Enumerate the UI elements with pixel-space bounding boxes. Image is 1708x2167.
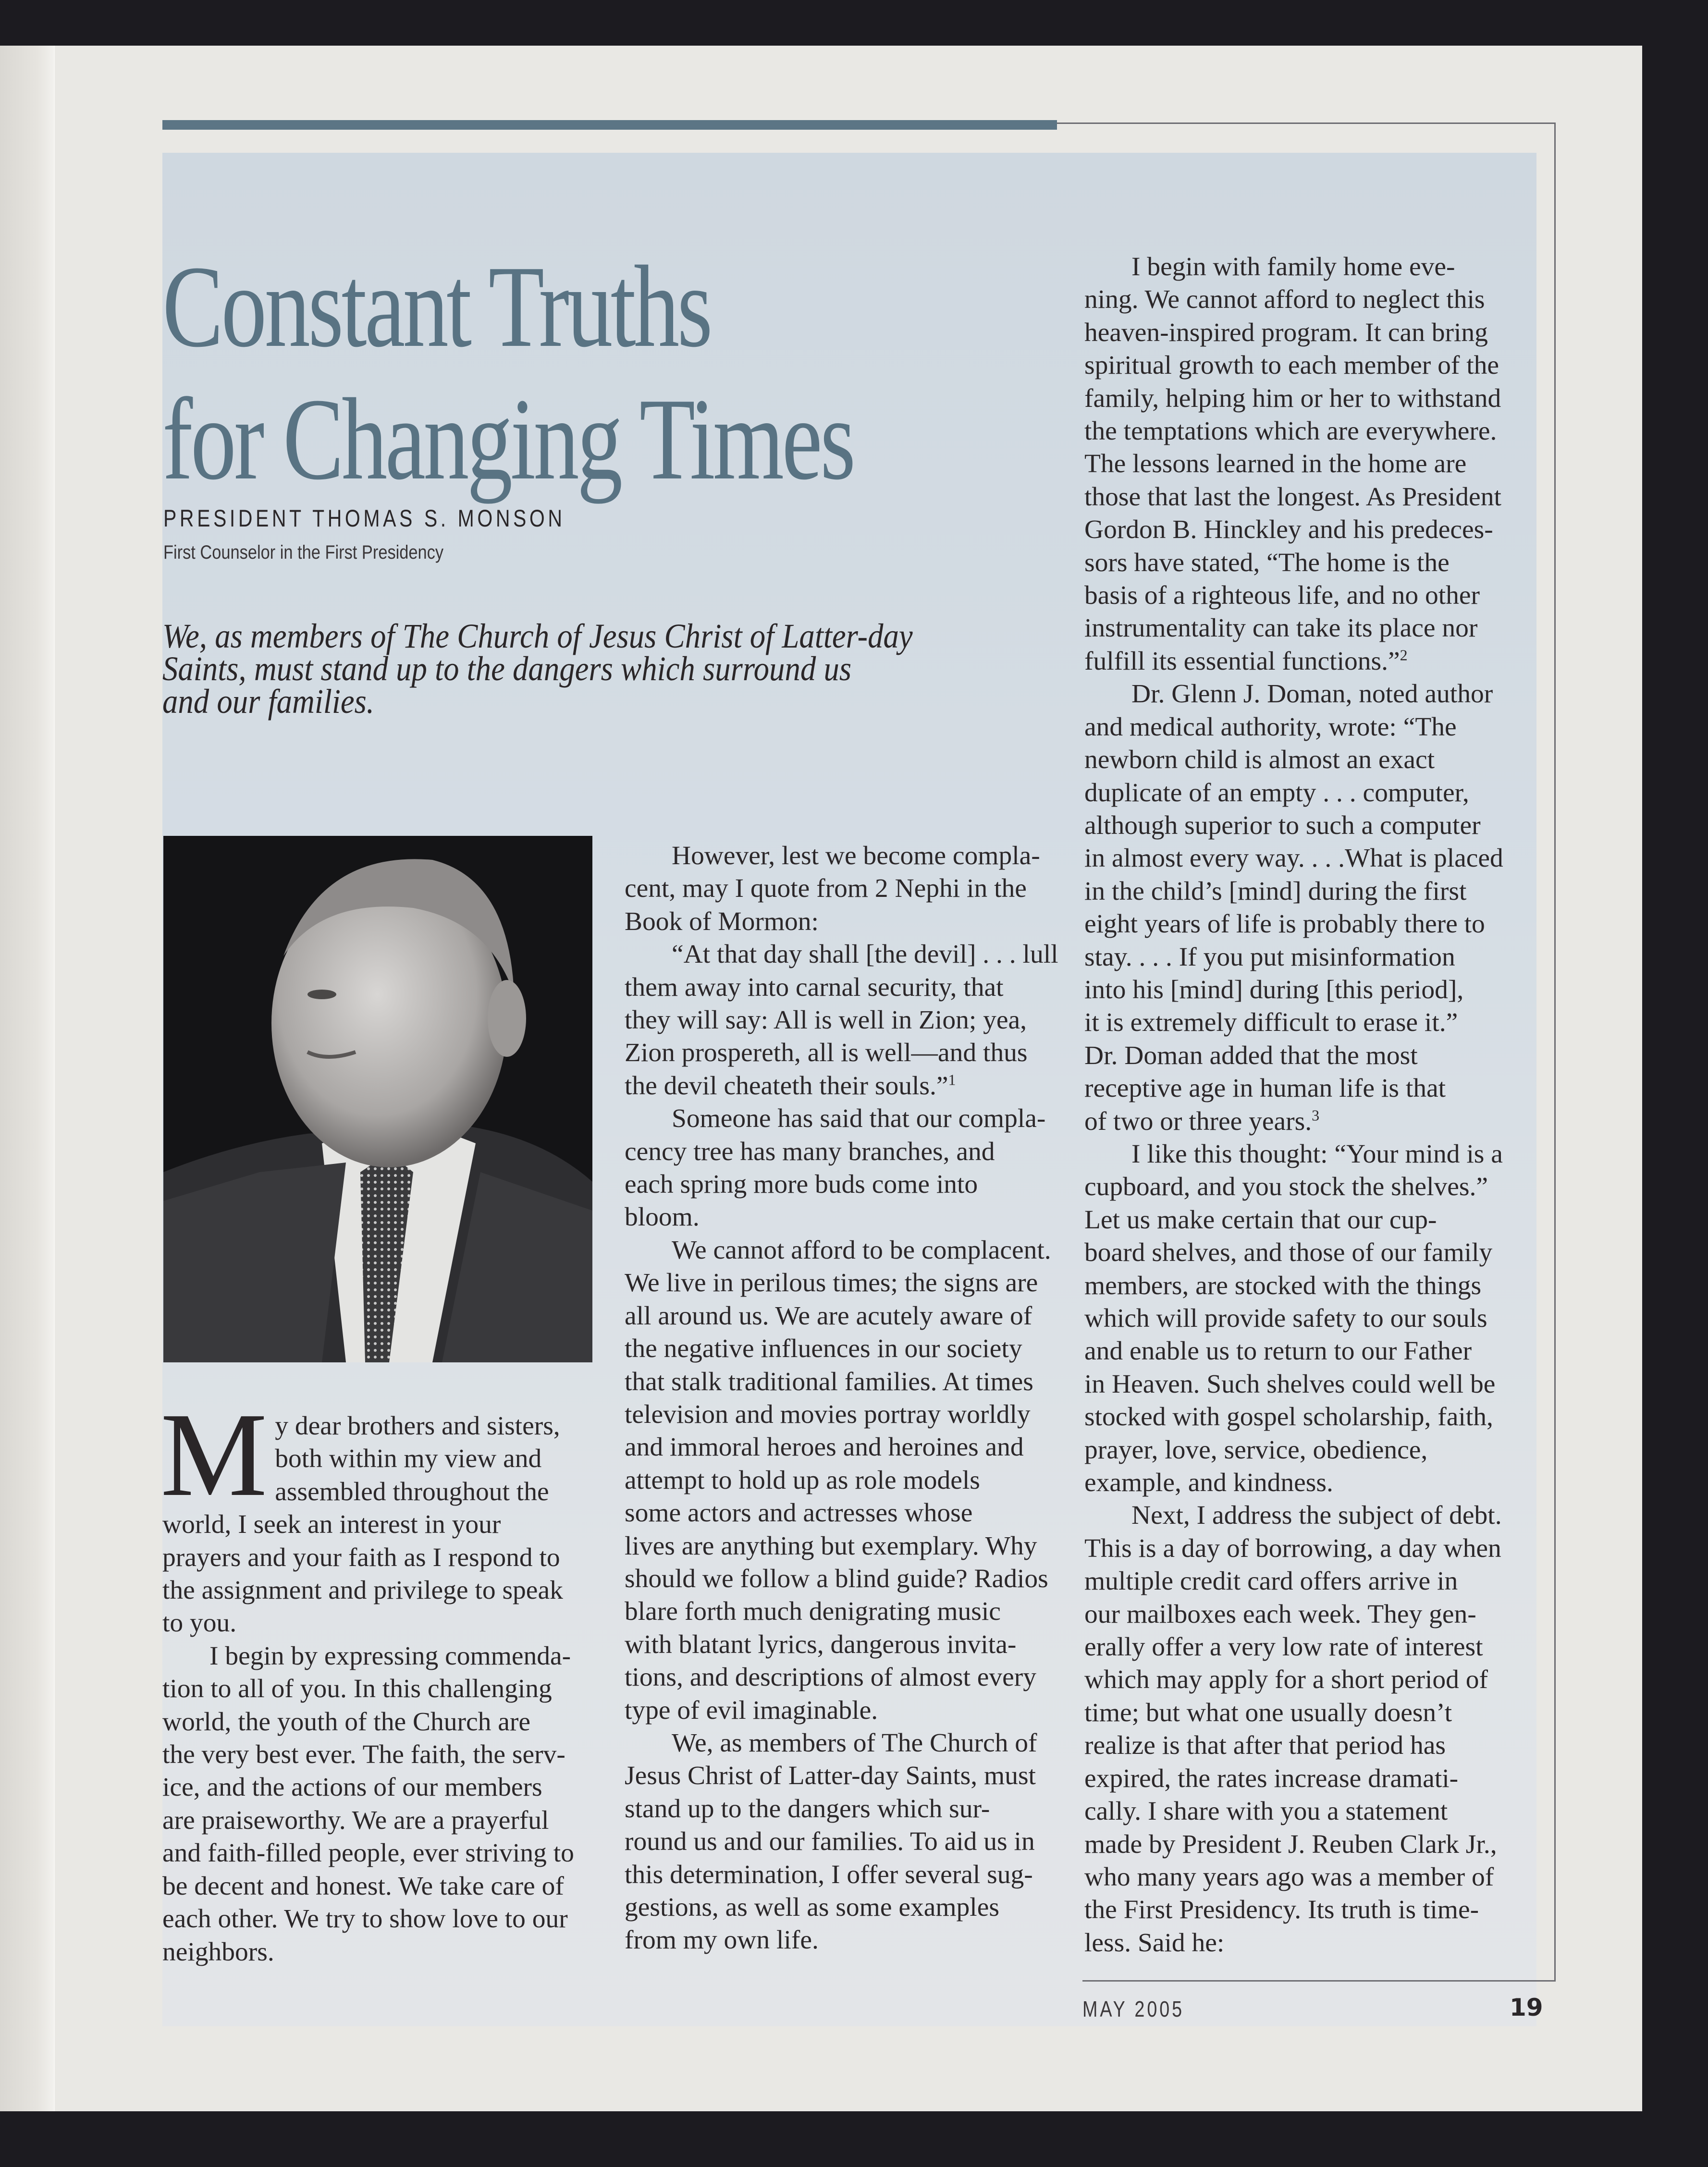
text-line: ning. We cannot afford to neglect this: [1084, 285, 1485, 315]
text-line: tions, and descriptions of almost every: [625, 1663, 1036, 1692]
text-line: time; but what one usually doesn’t: [1084, 1698, 1452, 1727]
text-line-content: of two or three years.: [1084, 1106, 1312, 1136]
deck-line: Saints, must stand up to the dangers which surround us: [162, 649, 852, 688]
text-line: which may apply for a short period of: [1084, 1665, 1488, 1695]
text-line: be decent and honest. We take care of: [162, 1871, 564, 1901]
text-line: some actors and actresses whose: [625, 1498, 973, 1528]
title-line-2: for Changing Times: [162, 374, 854, 504]
text-line: and immoral heroes and heroines and: [625, 1432, 1024, 1462]
text-line: attempt to hold up as role models: [625, 1465, 980, 1495]
text-line: the very best ever. The faith, the serv-: [162, 1740, 565, 1770]
text-line: y dear brothers and sisters,: [275, 1411, 560, 1441]
text-line: each other. We try to show love to our: [162, 1904, 568, 1934]
text-line: Let us make certain that our cup-: [1084, 1205, 1437, 1235]
text-line: family, helping him or her to withstand: [1084, 383, 1501, 413]
text-line: sors have stated, “The home is the: [1084, 548, 1450, 577]
text-line: should we follow a blind guide? Radios: [625, 1564, 1048, 1593]
text-line: the assignment and privilege to speak: [162, 1576, 563, 1605]
scripture-quote: [625, 938, 1067, 1102]
text-line: in Heaven. Such shelves could well be: [1084, 1369, 1496, 1399]
text-line: realize is that after that period has: [1084, 1731, 1446, 1761]
text-line: the negative influences in our society: [625, 1334, 1022, 1364]
page-number: 19: [1510, 1994, 1543, 2021]
text-line-content: the devil cheateth their souls.”: [625, 1071, 948, 1101]
text-line: This is a day of borrowing, a day when: [1084, 1533, 1501, 1563]
footer-rule: [1082, 1980, 1556, 1982]
text-line: tion to all of you. In this challenging: [162, 1674, 552, 1704]
text-line: the temptations which are everywhere.: [1084, 416, 1497, 446]
text-line: Dr. Doman added that the most: [1084, 1041, 1418, 1070]
text-line: stocked with gospel scholarship, faith,: [1084, 1402, 1493, 1432]
text-line: Gordon B. Hinckley and his predeces-: [1084, 515, 1493, 545]
text-line: We, as members of The Church of: [672, 1728, 1037, 1758]
frame-line-top: [1057, 122, 1555, 124]
footnote-2[interactable]: 2: [1400, 646, 1408, 664]
text-line: both within my view and: [275, 1444, 542, 1474]
paragraph-4: [625, 1234, 1067, 1727]
footnote-1[interactable]: 1: [948, 1071, 956, 1089]
deck-line: We, as members of The Church of Jesus Christ of Latter-day: [162, 617, 913, 655]
text-line: Dr. Glenn J. Doman, noted author: [1131, 679, 1493, 709]
text-line: stay. . . . If you put misinformation: [1084, 942, 1455, 972]
text-line: The lessons learned in the home are: [1084, 449, 1467, 479]
text-line: bloom.: [625, 1202, 700, 1232]
text-line: each spring more buds come into: [625, 1170, 978, 1200]
text-line: [1084, 645, 1526, 678]
text-line: it is extremely difficult to erase it.”: [1084, 1008, 1458, 1038]
text-line: round us and our families. To aid us in: [625, 1827, 1035, 1857]
column-left: [160, 1388, 595, 1969]
text-line: world, I seek an interest in your: [162, 1510, 501, 1540]
text-line: I like this thought: “Your mind is a: [1131, 1139, 1503, 1169]
text-line: erally offer a very low rate of interest: [1084, 1632, 1483, 1662]
text-line: they will say: All is well in Zion; yea,: [625, 1005, 1027, 1035]
frame-line-right: [1554, 122, 1556, 1982]
text-line: blare forth much denigrating music: [625, 1597, 1001, 1627]
text-line: I begin with family home eve-: [1131, 252, 1455, 282]
text-line: prayer, love, service, obedience,: [1084, 1435, 1428, 1465]
author-role: First Counselor in the First Presidency: [163, 542, 444, 563]
text-line: the First Presidency. Its truth is time-: [1084, 1895, 1479, 1925]
text-line: stand up to the dangers which sur-: [625, 1794, 990, 1824]
deck-line: and our families.: [162, 682, 375, 721]
text-line: Jesus Christ of Latter-day Saints, must: [625, 1761, 1036, 1791]
author-name: PRESIDENT THOMAS S. MONSON: [163, 505, 565, 532]
drop-cap: M: [160, 1388, 268, 1521]
text-line: We cannot afford to be complacent.: [672, 1235, 1051, 1265]
text-line: them away into carnal security, that: [625, 972, 1004, 1002]
paragraph-2: [1084, 678, 1526, 1138]
article-deck: [162, 617, 1006, 721]
text-line: Next, I address the subject of debt.: [1131, 1501, 1502, 1530]
text-line: Someone has said that our compla-: [672, 1104, 1046, 1134]
text-line-content: fulfill its essential functions.”: [1084, 646, 1400, 676]
text-line: and enable us to return to our Father: [1084, 1336, 1472, 1366]
paragraph-1: [160, 1388, 595, 1640]
article-title: [162, 240, 874, 505]
text-line: world, the youth of the Church are: [162, 1707, 530, 1737]
text-line: members, are stocked with the things: [1084, 1271, 1482, 1300]
text-line: We live in perilous times; the signs are: [625, 1268, 1038, 1298]
text-line: type of evil imaginable.: [625, 1695, 878, 1725]
text-line: cupboard, and you stock the shelves.”: [1084, 1172, 1488, 1202]
text-line: cally. I share with you a statement: [1084, 1797, 1448, 1826]
title-line-1: Constant Truths: [162, 242, 711, 371]
text-line: newborn child is almost an exact: [1084, 745, 1435, 775]
text-line: board shelves, and those of our family: [1084, 1238, 1493, 1268]
portrait-illustration: [163, 836, 592, 1362]
text-line: assembled throughout the: [275, 1477, 549, 1506]
text-line: multiple credit card offers arrive in: [1084, 1567, 1458, 1596]
text-line: neighbors.: [162, 1937, 274, 1967]
text-line: those that last the longest. As President: [1084, 482, 1501, 512]
text-line: television and movies portray worldly: [625, 1399, 1031, 1429]
author-photo: [163, 836, 592, 1362]
text-line: cency tree has many branches, and: [625, 1137, 995, 1166]
text-line: that stalk traditional families. At times: [625, 1367, 1033, 1396]
text-line: cent, may I quote from 2 Nephi in the: [625, 874, 1027, 904]
text-line: in almost every way. . . .What is placed: [1084, 844, 1503, 873]
text-line: prayers and your faith as I respond to: [162, 1543, 560, 1572]
page-spine: [0, 46, 55, 2111]
column-right: [1084, 251, 1526, 1959]
text-line: “At that day shall [the devil] . . . lull: [672, 940, 1058, 969]
text-line: basis of a righteous life, and no other: [1084, 581, 1480, 611]
paragraph-3: [625, 1102, 1067, 1234]
text-line: although superior to such a computer: [1084, 810, 1481, 840]
text-line: duplicate of an empty . . . computer,: [1084, 778, 1469, 808]
paragraph-1: [625, 840, 1067, 938]
text-line: eight years of life is probably there to: [1084, 909, 1485, 939]
issue-date: MAY 2005: [1082, 1996, 1185, 2021]
footnote-3[interactable]: 3: [1312, 1106, 1320, 1124]
paragraph-3: [1084, 1138, 1526, 1499]
text-line: with blatant lyrics, dangerous invita-: [625, 1629, 1017, 1659]
text-line: and medical authority, wrote: “The: [1084, 712, 1457, 742]
text-line: who many years ago was a member of: [1084, 1862, 1494, 1892]
text-line: instrumentality can take its place nor: [1084, 613, 1478, 643]
text-line: [625, 1070, 1067, 1102]
text-line: from my own life.: [625, 1925, 819, 1955]
text-line: heaven-inspired program. It can bring: [1084, 318, 1488, 347]
text-line: less. Said he:: [1084, 1928, 1225, 1958]
text-line: lives are anything but exemplary. Why: [625, 1531, 1037, 1561]
text-line: [1084, 1105, 1526, 1138]
text-line: in the child’s [mind] during the first: [1084, 876, 1467, 906]
text-line: to you.: [162, 1608, 237, 1638]
column-middle: [625, 840, 1067, 1957]
text-line: However, lest we become compla-: [672, 841, 1040, 870]
text-line: and faith-filled people, ever striving to: [162, 1838, 574, 1868]
paragraph-1: [1084, 251, 1526, 678]
text-line: into his [mind] during [this period],: [1084, 975, 1464, 1004]
text-line: are praiseworthy. We are a prayerful: [162, 1805, 549, 1835]
text-line: all around us. We are acutely aware of: [625, 1301, 1032, 1331]
text-line: this determination, I offer several sug-: [625, 1860, 1033, 1889]
paragraph-2: [162, 1640, 595, 1969]
text-line: ice, and the actions of our members: [162, 1773, 542, 1802]
text-line: made by President J. Reuben Clark Jr.,: [1084, 1829, 1497, 1859]
text-line: our mailboxes each week. They gen-: [1084, 1599, 1476, 1629]
text-line: expired, the rates increase dramati-: [1084, 1763, 1459, 1793]
text-line: Zion prospereth, all is well—and thus: [625, 1038, 1028, 1068]
text-line: I begin by expressing commenda-: [209, 1641, 571, 1671]
text-line: spiritual growth to each member of the: [1084, 351, 1499, 380]
text-line: receptive age in human life is that: [1084, 1074, 1446, 1103]
header-rule: [162, 120, 1057, 130]
paragraph-4: [1084, 1499, 1526, 1959]
paragraph-5: [625, 1727, 1067, 1957]
text-line: example, and kindness.: [1084, 1468, 1333, 1498]
text-line: gestions, as well as some examples: [625, 1893, 999, 1922]
text-line: which will provide safety to our souls: [1084, 1304, 1487, 1333]
text-line: Book of Mormon:: [625, 906, 819, 936]
